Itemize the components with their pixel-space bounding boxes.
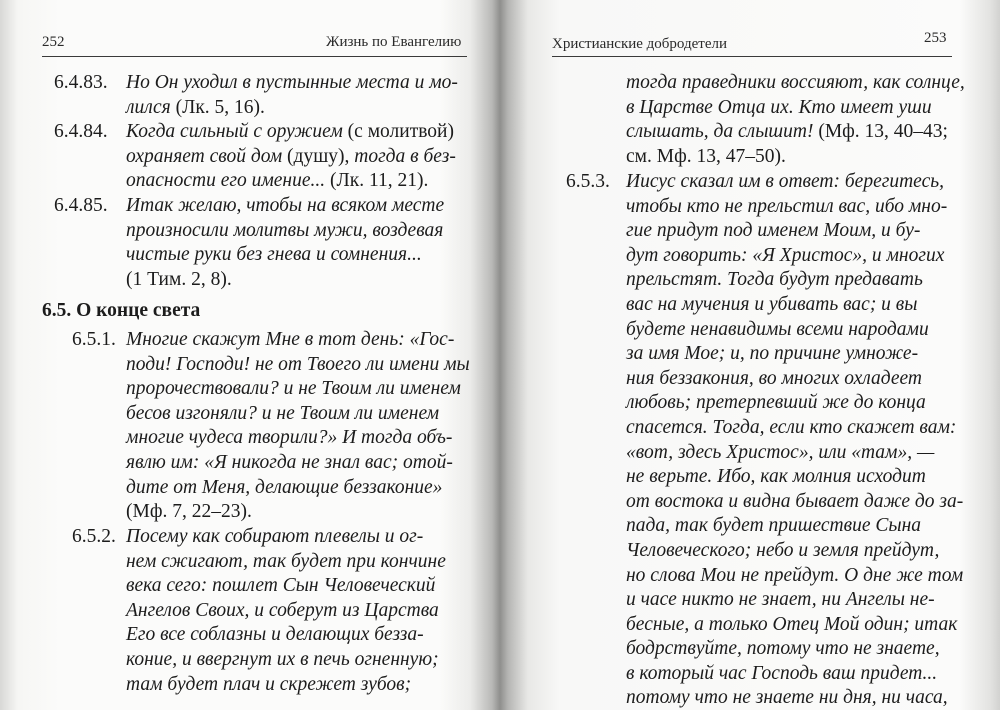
text-line: будете ненавидимы всеми народами (626, 318, 929, 340)
left-page (0, 0, 492, 710)
right-header-rule (552, 56, 952, 57)
text-line: Иисус сказал им в ответ: берегитесь, (626, 171, 944, 192)
text-line: Многие скажут Мне в тот день: «Гос- (126, 329, 455, 350)
text-line: поди! Господи! не от Твоего ли имени мы (126, 353, 470, 375)
text-line: гие придут под именем Моим, и бу- (626, 220, 921, 242)
text-line: бодрствуйте, потому что не знаете, (626, 638, 940, 660)
text-line: слышать, да слышит! (Мф. 13, 40–43; (626, 121, 948, 143)
text-line: века сего: пошлет Сын Человеческий (126, 575, 436, 597)
text-line: Но Он уходил в пустынные места и мо- (126, 72, 458, 93)
text-line: там будет плач и скрежет зубов; (126, 673, 412, 695)
text-line: многие чудеса творили?» И тогда объ- (126, 427, 453, 449)
text-line: «вот, здесь Христос», или «там», — (626, 441, 935, 463)
text-line: лился (Лк. 5, 16). (126, 96, 265, 118)
text-line: пада, так будет пришествие Сына (626, 515, 922, 537)
text-line: чтобы кто не прельстил вас, ибо мно- (626, 195, 948, 217)
right-running-head: Христианские добродетели (552, 36, 728, 52)
text-line: охраняет свой дом (душу), тогда в без- (126, 145, 456, 167)
text-line: явлю им: «Я никогда не знал вас; отой- (126, 451, 453, 473)
text-line: тогда праведники воссияют, как солнце, (626, 72, 965, 93)
text-line: дут говорить: «Я Христос», и многих (626, 244, 945, 266)
text-line: спасется. Тогда, если кто скажет вам: (626, 416, 957, 438)
text-line: за имя Мое; и, по причине умноже- (626, 343, 919, 365)
section-title: 6.5. О конце света (42, 300, 201, 321)
text-line: Человеческого; небо и земля прейдут, (626, 539, 940, 561)
text-line: в Царстве Отца их. Кто имеет уши (626, 96, 932, 118)
text-line: Когда сильный с оружием (с молитвой) (126, 121, 454, 142)
left-running-head: Жизнь по Евангелию (326, 34, 462, 50)
text-line: чистые руки без гнева и сомнения... (126, 244, 422, 266)
text-line: дите от Меня, делающие беззаконие» (126, 476, 443, 498)
text-line: коние, и ввергнут их в печь огненную; (126, 648, 439, 670)
text-line: Его все соблазны и делающих безза- (126, 624, 424, 646)
text-line: ния беззакония, во многих охладеет (626, 367, 922, 389)
text-line: произносили молитвы мужи, воздевая (126, 219, 444, 241)
text-line: Ангелов Своих, и соберут из Царства (126, 599, 439, 621)
entry-number: 6.4.85. (54, 195, 108, 216)
text-line: Итак желаю, чтобы на всяком месте (126, 195, 445, 216)
left-page-number: 252 (42, 34, 65, 50)
text-line: бесные, а только Отец Мой один; итак (626, 613, 958, 635)
left-header-rule (42, 56, 467, 57)
text-line: прельстят. Тогда будут предавать (626, 269, 923, 291)
text-line: не верьте. Ибо, как молния исходит (626, 466, 926, 488)
text-line: потому что не знаете ни дня, ни часа, (626, 687, 948, 709)
text-line: но слова Мои не прейдут. О дне же том (626, 564, 964, 586)
text-line: опасности его имение... (Лк. 11, 21). (126, 170, 429, 192)
text-line: любовь; претерпевший же до конца (626, 392, 926, 414)
text-line: Посему как собирают плевелы и ог- (126, 526, 424, 547)
right-page-number: 253 (924, 30, 947, 46)
text-line: (1 Тим. 2, 8). (126, 268, 232, 290)
entry-number: 6.4.84. (54, 121, 108, 142)
text-line: и часе никто не знает, ни Ангелы не- (626, 589, 935, 611)
text-line: от востока и видна бывает даже до за- (626, 490, 964, 512)
text-line: (Мф. 7, 22–23). (126, 501, 252, 523)
entry-number: 6.5.1. (72, 329, 116, 350)
text-line: нем сжигают, так будет при кончине (126, 550, 446, 572)
entry-number: 6.5.3. (566, 171, 610, 192)
entry-number: 6.5.2. (72, 526, 116, 547)
text-line: пророчествовали? и не Твоим ли именем (126, 378, 461, 400)
entry-number: 6.4.83. (54, 72, 108, 93)
text-line: вас на мучения и убивать вас; и вы (626, 293, 918, 315)
text-line: бесов изгоняли? и не Твоим ли именем (126, 402, 440, 424)
text-line: см. Мф. 13, 47–50). (626, 145, 786, 167)
right-page (508, 0, 1000, 710)
text-line: в который час Господь ваш придет... (626, 662, 938, 684)
